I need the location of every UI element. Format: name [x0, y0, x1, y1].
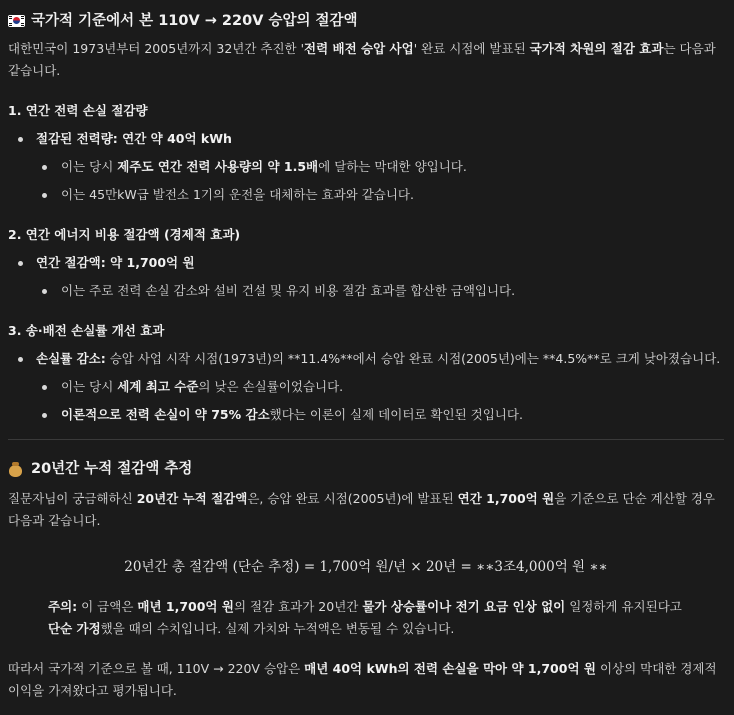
text: 에 달하는 막대한 양입니다. — [318, 159, 467, 174]
intro-bold: 국가적 차원의 절감 효과 — [529, 41, 664, 56]
intro-bold: 전력 배전 승압 사업 — [304, 41, 414, 56]
text: 이 금액은 — [77, 599, 138, 614]
bullet-list — [8, 252, 724, 302]
text: 질문자님이 궁금해하신 — [8, 491, 137, 506]
money-bag-icon — [8, 461, 23, 477]
bold-text: 이론적으로 전력 손실이 약 75% 감소 — [61, 407, 270, 422]
bold-text: 단순 가정 — [48, 621, 101, 636]
sub-list-item — [8, 404, 724, 426]
bold-text: 매년 40억 kWh의 전력 손실을 막아 약 1,700억 원 — [304, 661, 596, 676]
text: 의 낮은 손실률이었습니다. — [198, 379, 344, 394]
formula: 20년간 총 절감액 (단순 추정) = 1,700억 원/년 × 20년 = ∗∗3조4,000억 원 ∗∗ — [124, 559, 608, 575]
list-item-bold: 연간 절감액: 약 1,700억 원 — [36, 255, 195, 270]
section-3 — [8, 320, 724, 426]
conclusion-paragraph — [8, 658, 724, 702]
intro-text: ' 완료 시점에 발표된 — [413, 41, 530, 56]
text: 이는 당시 — [61, 379, 118, 394]
korea-flag-icon — [8, 15, 25, 27]
section-heading: 2. 연간 에너지 비용 절감액 (경제적 효과) — [8, 227, 241, 242]
intro-text: 는 다음과 같습니다. — [8, 41, 716, 78]
list-item — [8, 252, 724, 274]
text: 이는 당시 — [61, 159, 118, 174]
intro-text: 대한민국이 1973년부터 2005년까지 32년간 추진한 ' — [8, 41, 305, 56]
list-item-bold: 절감된 전력량: 연간 약 40억 kWh — [36, 131, 232, 146]
bullet-list — [8, 348, 724, 426]
sub-list-item — [8, 376, 724, 398]
bold-text: 20년간 누적 절감액 — [136, 491, 248, 506]
list-item — [8, 348, 724, 370]
section-1 — [8, 100, 724, 206]
text: 이상의 막대한 경제적 이익을 가져왔다고 평가됩니다. — [8, 661, 717, 698]
accum-paragraph — [8, 488, 724, 532]
sub-list-item — [8, 184, 724, 206]
text: 의 절감 효과가 20년간 — [233, 599, 363, 614]
section-2 — [8, 224, 724, 302]
text: 은, 승압 완료 시점(2005년)에 발표된 — [247, 491, 458, 506]
section-heading: 3. 송·배전 손실률 개선 효과 — [8, 323, 165, 338]
text: 했다는 이론이 실제 데이터로 확인된 것입니다. — [269, 407, 523, 422]
accum-heading — [8, 456, 724, 482]
accum-heading-text: 20년간 누적 절감액 추정 — [31, 461, 193, 477]
divider — [8, 439, 724, 440]
text: 했을 때의 수치입니다. 실제 가치와 누적액은 변동될 수 있습니다. — [100, 621, 455, 636]
main-heading-text: 국가적 기준에서 본 110V → 220V 승압의 절감액 — [31, 13, 358, 29]
bold-text: 세계 최고 수준 — [117, 379, 199, 394]
text: 이는 주로 전력 손실 감소와 설비 건설 및 유지 비용 절감 효과를 합산한 금액입니다. — [61, 283, 516, 298]
intro-paragraph — [8, 38, 724, 82]
bold-text: 물가 상승률이나 전기 요금 인상 없이 — [362, 599, 566, 614]
sub-list-item — [8, 156, 724, 178]
text: 따라서 국가적 기준으로 볼 때, 110V → 220V 승압은 — [8, 661, 305, 676]
list-item-bold: 손실률 감소: — [36, 351, 106, 366]
text: 이는 45만kW급 발전소 1기의 운전을 대체하는 효과와 같습니다. — [61, 187, 414, 202]
sub-list-item — [8, 280, 724, 302]
list-item-text: 승압 사업 시작 시점(1973년)의 **11.4%**에서 승압 완료 시점(2005년)에는 **4.5%**로 크게 낮아졌습니다. — [105, 351, 721, 366]
bullet-list — [8, 128, 724, 206]
main-heading — [8, 8, 724, 34]
section-heading: 1. 연간 전력 손실 절감량 — [8, 103, 148, 118]
note-paragraph — [8, 596, 724, 640]
bold-text: 연간 1,700억 원 — [457, 491, 555, 506]
list-item — [8, 128, 724, 150]
bold-text: 제주도 연간 전력 사용량의 약 1.5배 — [117, 159, 319, 174]
bold-text: 매년 1,700억 원 — [137, 599, 234, 614]
text: 일정하게 유지된다고 — [565, 599, 682, 614]
note-label: 주의: — [48, 599, 78, 614]
text: 을 기준으로 단순 계산할 경우 다음과 같습니다. — [8, 491, 715, 528]
